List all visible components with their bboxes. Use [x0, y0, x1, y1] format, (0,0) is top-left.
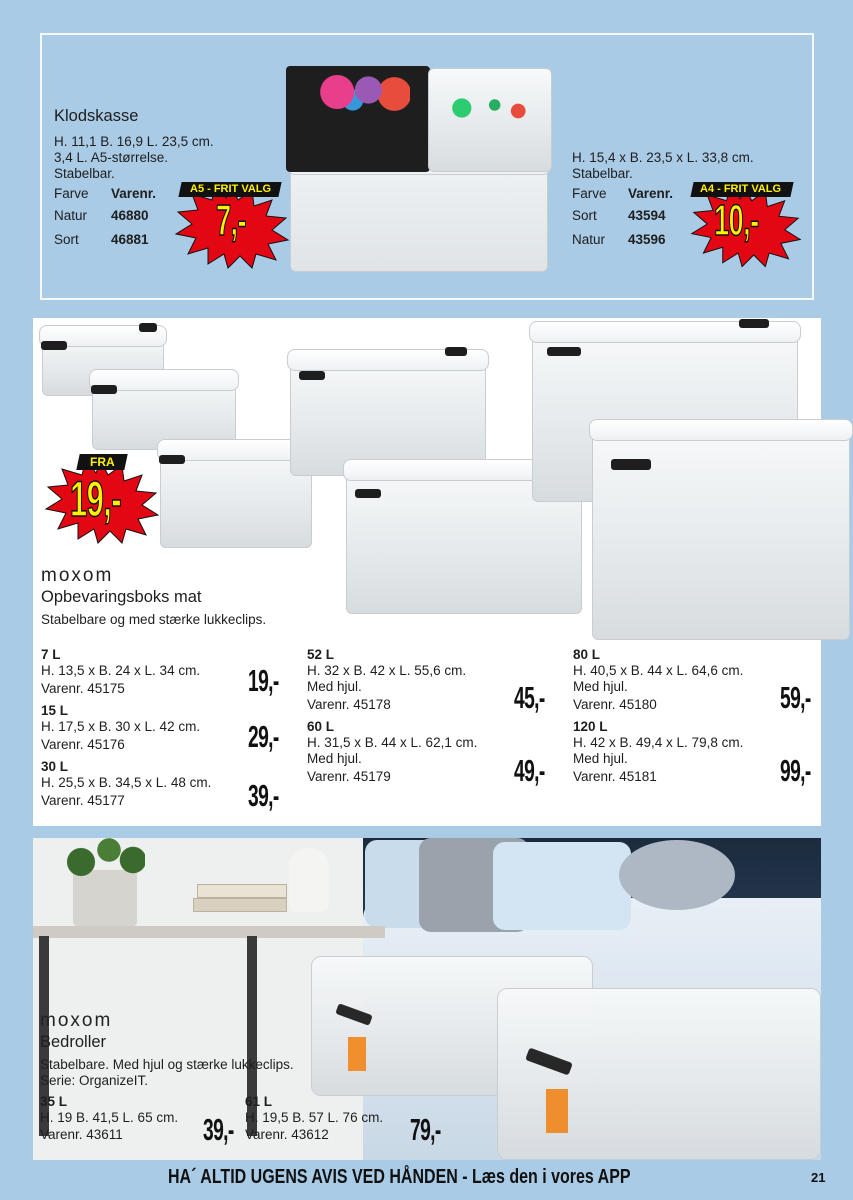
price: 19,-: [248, 663, 279, 698]
klodskasse-col-item: Varenr.: [111, 186, 157, 201]
dims-text: H. 17,5 x B. 30 x L. 42 cm.: [41, 719, 201, 734]
klodskasse-a4-stack: Stabelbar.: [572, 166, 633, 181]
white-crate: [428, 68, 552, 172]
klodskasse-title: Klodskasse: [54, 107, 139, 125]
item-number: Varenr. 43611: [40, 1127, 123, 1142]
price: 79,-: [410, 1112, 441, 1147]
badge-label: A5 - FRIT VALG: [190, 183, 272, 195]
brand-logo-moxom: moxom: [41, 565, 114, 586]
item-number: Varenr. 45178: [307, 697, 391, 712]
badge-label: FRA: [90, 455, 115, 469]
storage-box-120l: [592, 428, 850, 640]
bedroller-desc: Stabelbare. Med hjul og stærke lukkeclips.: [40, 1057, 294, 1072]
brand-logo-moxom: moxom: [40, 1010, 113, 1031]
lamp: [289, 848, 329, 912]
price: 49,-: [514, 753, 545, 788]
price: 29,-: [248, 719, 279, 754]
size-label: 7 L: [41, 647, 61, 662]
price: 99,-: [780, 753, 811, 788]
bedroller-title: Bedroller: [40, 1033, 107, 1051]
clear-crate-large: [290, 160, 548, 272]
item-number: Varenr. 45180: [573, 697, 657, 712]
item-number: Varenr. 43612: [245, 1127, 329, 1142]
item-number: Varenr. 45181: [573, 769, 657, 784]
books: [197, 884, 287, 898]
extra-text: Med hjul.: [573, 679, 628, 694]
books: [193, 898, 287, 912]
size-label: 15 L: [41, 703, 69, 718]
klodskasse-a4-col-color: Farve: [572, 186, 607, 201]
dims-text: H. 31,5 x B. 44 x L. 62,1 cm.: [307, 735, 478, 750]
page-number: 21: [811, 1170, 826, 1185]
klodskasse-row-color: Sort: [54, 232, 79, 247]
dims-text: H. 32 x B. 42 x L. 55,6 cm.: [307, 663, 467, 678]
size-label: 120 L: [573, 719, 608, 734]
klodskasse-a4-row-item: 43594: [628, 208, 666, 223]
extra-text: Med hjul.: [307, 751, 362, 766]
badge-label: A4 - FRIT VALG: [700, 183, 782, 195]
size-label: 35 L: [40, 1094, 68, 1109]
size-label: 61 L: [245, 1094, 273, 1109]
size-label: 80 L: [573, 647, 601, 662]
footer-slogan: HA´ ALTID UGENS AVIS VED HÅNDEN - Læs den i vores APP: [168, 1166, 631, 1188]
item-number: Varenr. 45176: [41, 737, 125, 752]
dims-text: H. 19,5 B. 57 L. 76 cm.: [245, 1110, 384, 1125]
size-label: 30 L: [41, 759, 69, 774]
opbevaring-subtitle: Stabelbare og med stærke lukkeclips.: [41, 612, 267, 627]
badge-price: 7,-: [216, 196, 246, 245]
klodskasse-dims: H. 11,1 B. 16,9 L. 23,5 cm.: [54, 134, 214, 149]
plant: [65, 838, 145, 878]
klodskasse-stack: Stabelbar.: [54, 166, 115, 181]
klodskasse-row-color: Natur: [54, 208, 88, 223]
plant-pot: [73, 870, 137, 926]
klodskasse-volume: 3,4 L. A5-størrelse.: [54, 150, 169, 165]
product-label: [546, 1089, 568, 1133]
size-label: 60 L: [307, 719, 335, 734]
klodskasse-col-color: Farve: [54, 186, 89, 201]
badge-price: 10,-: [714, 196, 759, 245]
klodskasse-a4-row-color: Sort: [572, 208, 597, 223]
bedroller-series: Serie: OrganizeIT.: [40, 1073, 149, 1088]
dims-text: H. 40,5 x B. 44 x L. 64,6 cm.: [573, 663, 744, 678]
price: 39,-: [203, 1112, 234, 1147]
extra-text: Med hjul.: [307, 679, 362, 694]
pillow: [493, 842, 631, 930]
dims-text: H. 42 x B. 49,4 x L. 79,8 cm.: [573, 735, 744, 750]
klodskasse-row-item: 46880: [111, 208, 149, 223]
item-number: Varenr. 45177: [41, 793, 125, 808]
dims-text: H. 19 B. 41,5 L. 65 cm.: [40, 1110, 179, 1125]
price: 59,-: [780, 680, 811, 715]
item-number: Varenr. 45175: [41, 681, 125, 696]
klodskasse-a4-col-item: Varenr.: [628, 186, 674, 201]
price: 45,-: [514, 680, 545, 715]
dims-text: H. 13,5 x B. 24 x L. 34 cm.: [41, 663, 201, 678]
dims-text: H. 25,5 x B. 34,5 x L. 48 cm.: [41, 775, 212, 790]
item-number: Varenr. 45179: [307, 769, 391, 784]
klodskasse-a4-row-color: Natur: [572, 232, 606, 247]
badge-price: 19,-: [70, 471, 121, 527]
klodskasse-a4-dims: H. 15,4 x B. 23,5 x L. 33,8 cm.: [572, 150, 754, 165]
side-table-top: [33, 926, 385, 938]
klodskasse-a4-row-item: 43596: [628, 232, 666, 247]
price: 39,-: [248, 778, 279, 813]
klodskasse-row-item: 46881: [111, 232, 149, 247]
opbevaring-title: Opbevaringsboks mat: [41, 588, 202, 606]
extra-text: Med hjul.: [573, 751, 628, 766]
bedroller-box-61l: [497, 988, 821, 1160]
product-label: [348, 1037, 366, 1071]
black-crate: [286, 66, 430, 172]
size-label: 52 L: [307, 647, 335, 662]
round-pillow: [619, 840, 735, 910]
